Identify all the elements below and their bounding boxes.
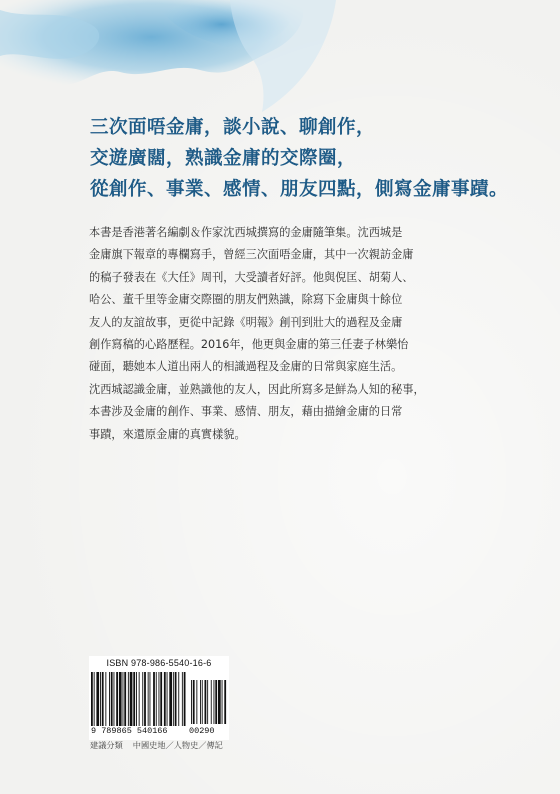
barcode-digits: 9 789865 540166 — [91, 726, 168, 736]
watercolor-wash — [0, 0, 340, 120]
description-line: 友人的友誼故事，更從中記錄《明報》創刊到壯大的過程及金庸 — [89, 315, 403, 329]
tagline-line: 三次面唔金庸，談小說、聊創作， — [90, 117, 376, 138]
tagline-line: 從創作、事業、感情、朋友四點，側寫金庸事蹟。 — [90, 179, 509, 200]
description-line: 事蹟，來還原金庸的真實樣貌。 — [89, 427, 246, 441]
description-line: 創作寫稿的心路歷程。2016年，他更與金庸的第三任妻子林樂怡 — [89, 338, 409, 352]
tagline — [90, 112, 508, 205]
isbn-label: ISBN 978-986-5540-16-6 — [106, 658, 212, 668]
description-line: 沈西城認識金庸，並熟識他的友人，因此所寫多是鮮為人知的秘事， — [89, 382, 425, 396]
description-line: 碰面，聽她本人道出兩人的相識過程及金庸的日常與家庭生活。 — [89, 360, 403, 374]
description-line: 本書涉及金庸的創作、事業、感情、朋友，藉由描繪金庸的日常 — [89, 405, 403, 419]
barcode-addon-digits: 00290 — [189, 726, 215, 736]
classification-label: 建議分類 — [90, 740, 123, 750]
description-line: 的稿子發表在《大任》周刊，大受讀者好評。他與倪匡、胡菊人、 — [89, 270, 414, 284]
classification-category: 中國史地／人物史／傳記 — [132, 740, 223, 750]
tagline-line: 交遊廣闊，熟識金庸的交際圈， — [90, 148, 357, 169]
description-line: 金庸旗下報章的專欄寫手，曾經三次面唔金庸，其中一次親訪金庸 — [89, 248, 414, 262]
description-line: 哈公、董千里等金庸交際圈的朋友們熟識，除寫下金庸與十餘位 — [89, 293, 403, 307]
description-line: 本書是香港著名編劇＆作家沈西城撰寫的金庸隨筆集。沈西城是 — [89, 226, 403, 239]
isbn-barcode — [89, 656, 229, 740]
barcode-bars — [91, 672, 227, 726]
classification — [90, 740, 233, 751]
book-description — [89, 222, 473, 446]
